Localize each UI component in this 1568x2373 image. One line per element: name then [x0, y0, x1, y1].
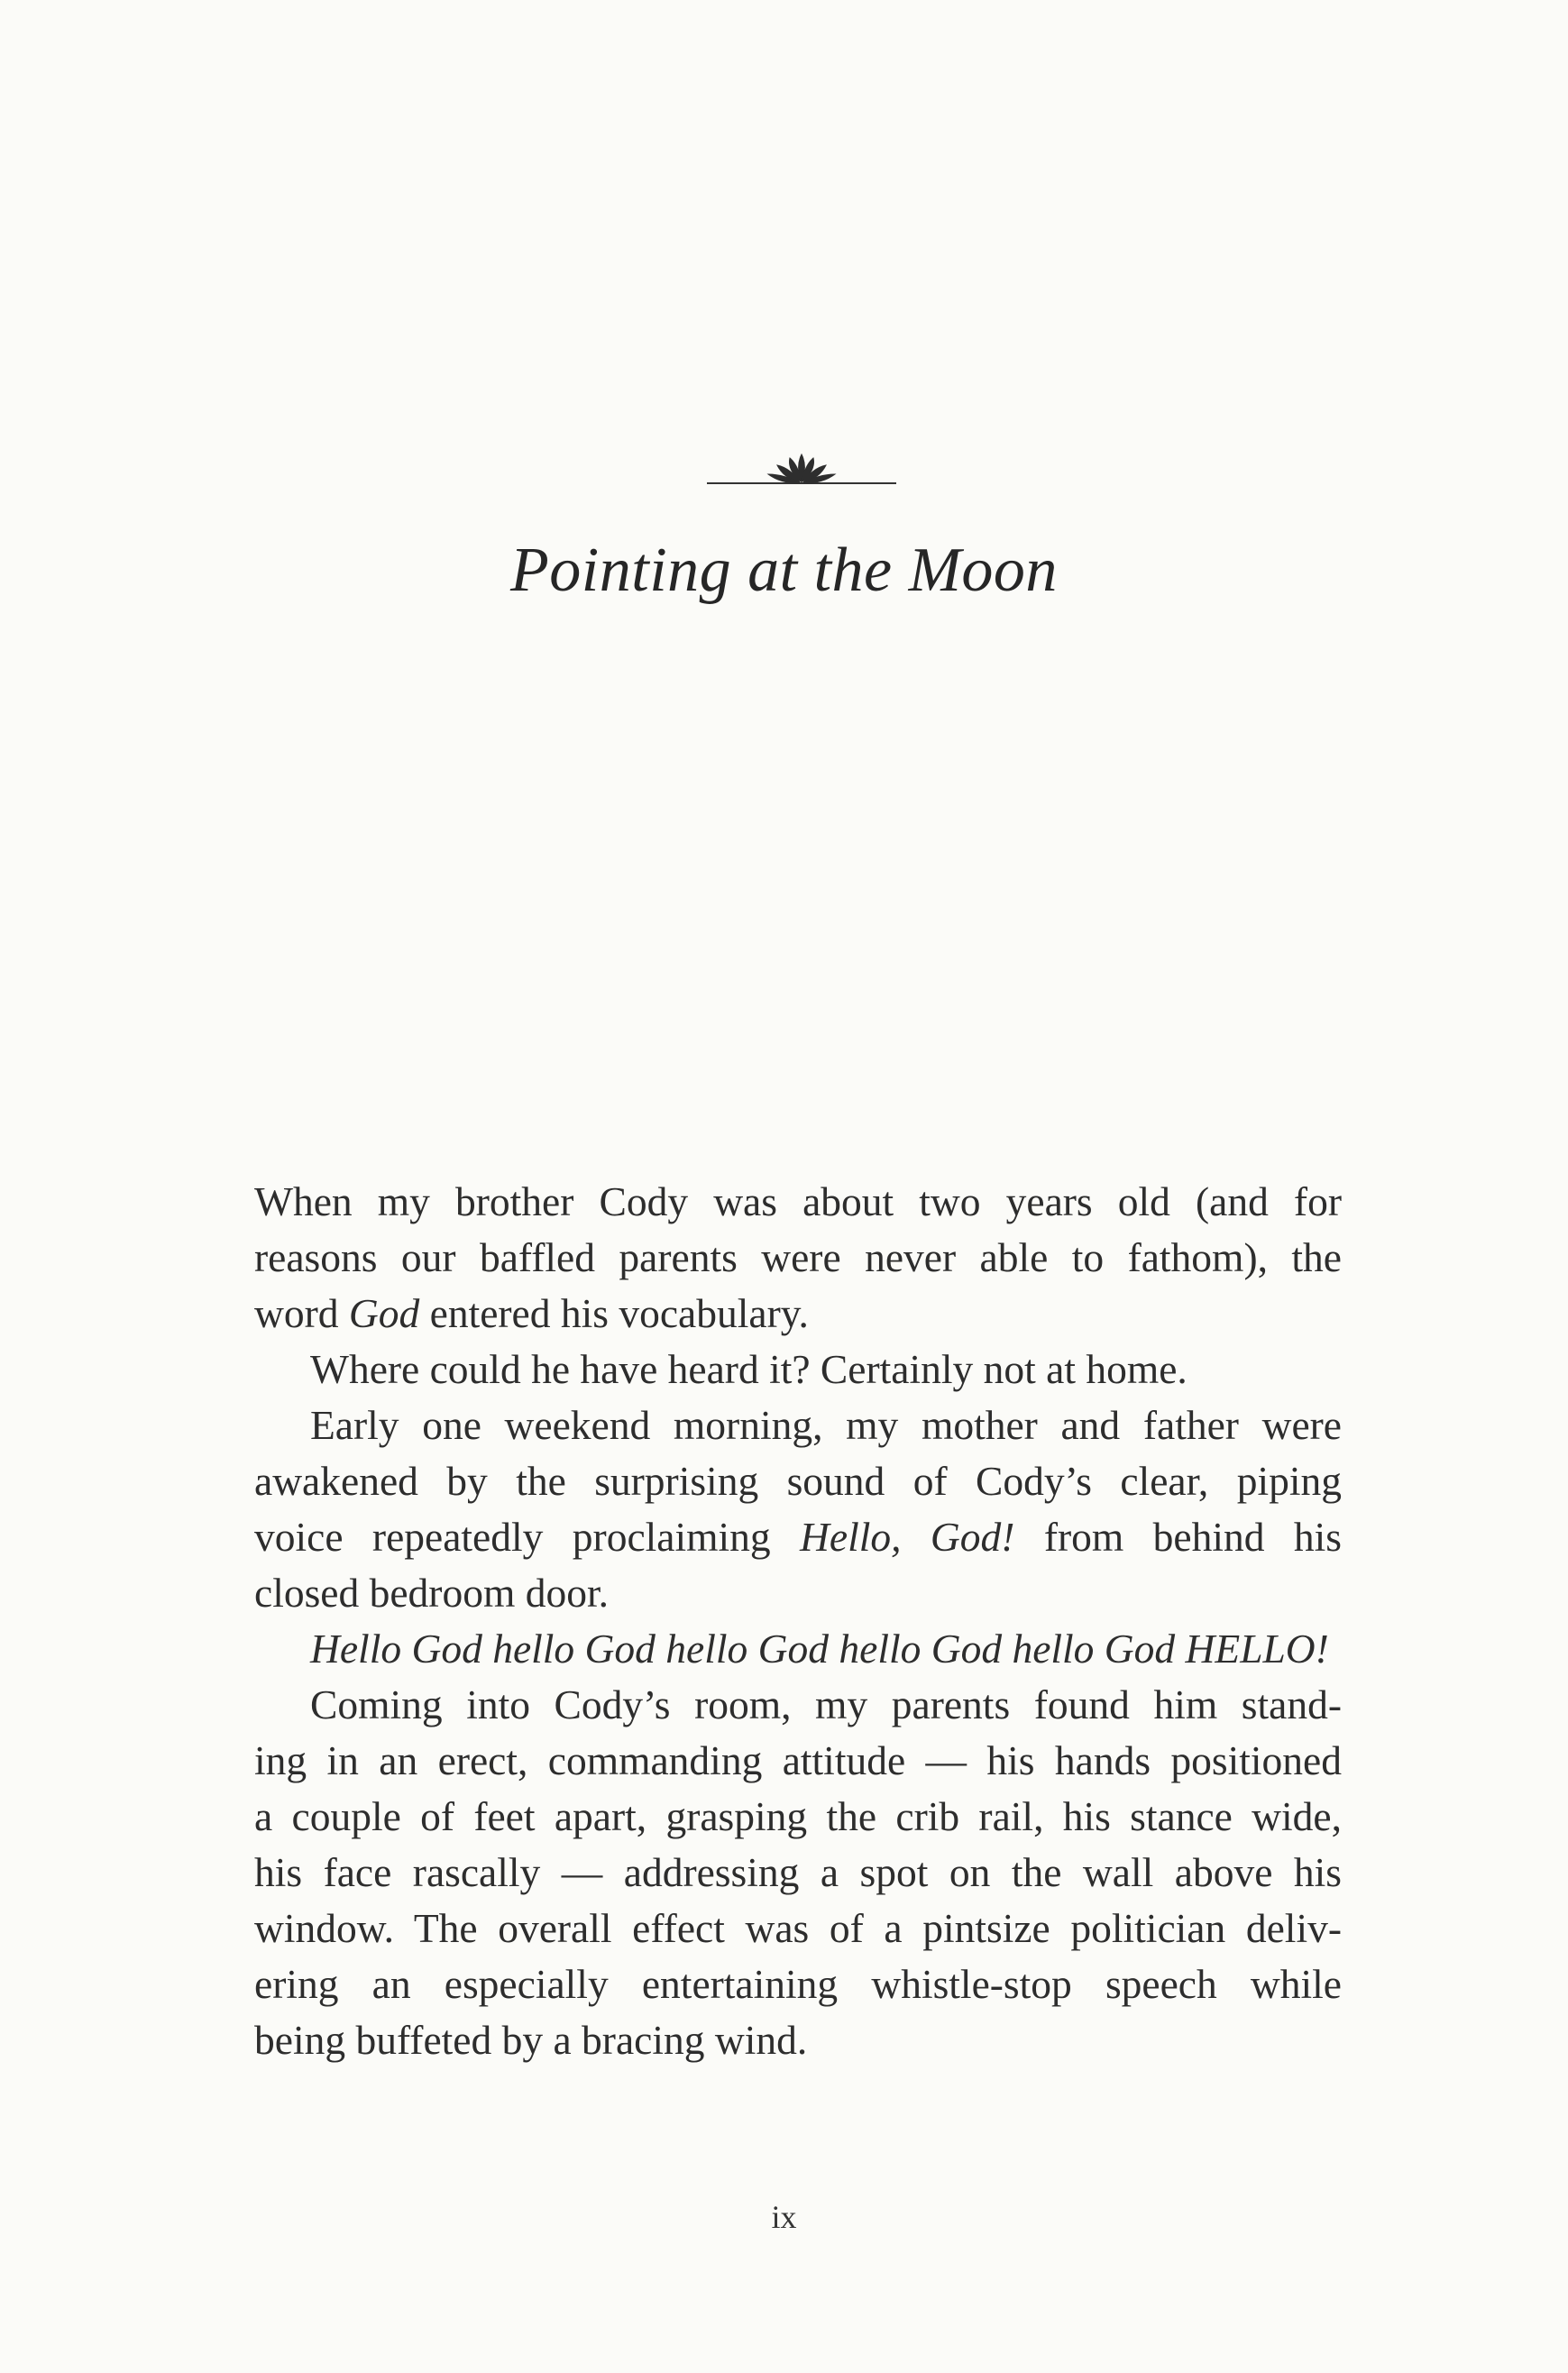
text-line: closed bedroom door. [254, 1570, 609, 1616]
text-line: Early one weekend morning, my mother and father were [310, 1402, 1342, 1448]
text-line: ering an especially entertaining whistle-stop speech while [254, 1961, 1342, 2007]
paragraph-3 [254, 1397, 1342, 1621]
text-fragment: entered his vocabulary. [419, 1290, 809, 1336]
text-line: Coming into Cody’s room, my parents found him stand- [310, 1681, 1342, 1727]
paragraph-4 [254, 1621, 1342, 1677]
paragraph-2 [254, 1342, 1342, 1397]
text-line [254, 1286, 1342, 1342]
page-number: ix [771, 2199, 797, 2235]
text-line: reasons our baffled parents were never able to fathom), the [254, 1234, 1342, 1280]
paragraph-5 [254, 1677, 1342, 2068]
lotus-flower-icon [707, 451, 896, 487]
paragraph-1 [254, 1174, 1342, 1342]
text-line: his face rascally — addressing a spot on the wall above his [254, 1849, 1342, 1895]
emphasis-text: God [348, 1290, 420, 1336]
text-fragment: word [254, 1290, 349, 1336]
chapter-title: Pointing at the Moon [510, 536, 1058, 605]
text-fragment: from behind his [1014, 1514, 1342, 1560]
text-line: ing in an erect, commanding attitude — his hands positioned [254, 1737, 1342, 1783]
text-line [254, 1509, 1342, 1565]
emphasis-text: Hello, God! [800, 1514, 1015, 1560]
text-line: Where could he have heard it? Certainly not at home. [310, 1346, 1187, 1392]
emphasis-text: Hello God hello God hello God hello God hello God HELLO! [310, 1626, 1329, 1672]
text-fragment: voice repeatedly proclaiming [254, 1514, 801, 1560]
text-line: being buffeted by a bracing wind. [254, 2017, 808, 2063]
text-line: window. The overall effect was of a pintsize politician deliv- [254, 1905, 1342, 1951]
body-text [254, 1174, 1342, 2068]
text-line: When my brother Cody was about two years old (and for [254, 1178, 1342, 1224]
text-line: a couple of feet apart, grasping the crib rail, his stance wide, [254, 1793, 1342, 1839]
text-line: awakened by the surprising sound of Cody’s clear, piping [254, 1458, 1342, 1504]
